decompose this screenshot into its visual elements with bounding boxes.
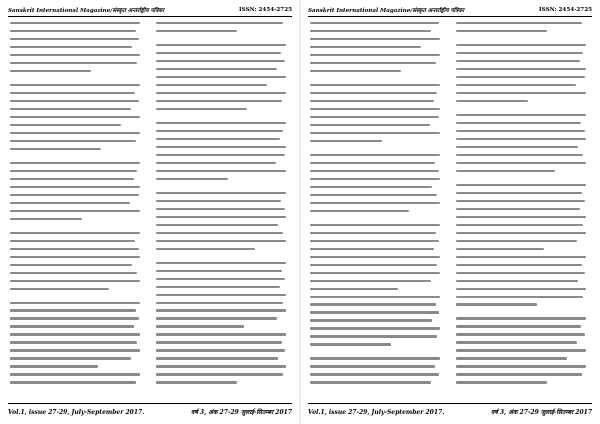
text-line-placeholder <box>310 264 437 266</box>
text-line-placeholder <box>10 54 140 56</box>
text-line-placeholder <box>310 186 432 188</box>
text-line-placeholder <box>156 170 286 172</box>
text-line-placeholder <box>156 373 283 375</box>
text-line-placeholder <box>10 357 131 359</box>
text-line-placeholder <box>10 210 140 212</box>
text-line-placeholder <box>10 148 101 150</box>
text-line-placeholder <box>310 272 440 274</box>
right-page <box>300 0 600 424</box>
volume-info-hindi: वर्ष 3, अंक 27-29 जुलाई-सितम्बर 2017 <box>491 409 592 416</box>
text-line-placeholder <box>10 100 139 102</box>
text-line-placeholder <box>310 92 437 94</box>
text-line-placeholder <box>456 373 582 375</box>
text-line-placeholder <box>156 52 281 54</box>
text-line-placeholder <box>310 108 440 110</box>
text-line-placeholder <box>310 335 437 337</box>
paragraph-gap <box>156 186 286 192</box>
header-rule <box>308 16 592 17</box>
page-header <box>308 4 592 16</box>
paragraph-gap <box>310 218 440 224</box>
text-line-placeholder <box>456 288 586 290</box>
text-line-placeholder <box>310 84 440 86</box>
text-line-placeholder <box>456 100 528 102</box>
page-footer <box>8 406 292 418</box>
text-line-placeholder <box>156 146 286 148</box>
paragraph-gap <box>10 78 140 84</box>
text-line-placeholder <box>10 84 140 86</box>
text-line-placeholder <box>456 92 586 94</box>
text-line-placeholder <box>456 52 583 54</box>
text-line-placeholder <box>10 202 130 204</box>
text-column-right <box>156 22 286 398</box>
text-line-placeholder <box>456 325 581 327</box>
text-line-placeholder <box>310 30 431 32</box>
magazine-title: Sanskrit International Magazine/संस्कृत अन्तर्राष्ट्रीय पत्रिका <box>308 8 465 14</box>
text-line-placeholder <box>456 114 586 116</box>
text-line-placeholder <box>156 68 277 70</box>
text-line-placeholder <box>10 178 134 180</box>
issn: ISSN: 2454-2725 <box>539 7 592 13</box>
text-line-placeholder <box>156 192 286 194</box>
text-line-placeholder <box>10 140 136 142</box>
text-line-placeholder <box>10 288 109 290</box>
text-line-placeholder <box>456 154 583 156</box>
text-line-placeholder <box>456 296 583 298</box>
text-line-placeholder <box>310 38 440 40</box>
text-line-placeholder <box>310 154 440 156</box>
text-line-placeholder <box>10 124 121 126</box>
text-line-placeholder <box>156 108 247 110</box>
text-line-placeholder <box>10 240 135 242</box>
page-header <box>8 4 292 16</box>
text-line-placeholder <box>156 341 282 343</box>
text-line-placeholder <box>156 138 280 140</box>
text-line-placeholder <box>456 240 577 242</box>
text-line-placeholder <box>10 116 140 118</box>
text-line-placeholder <box>310 162 435 164</box>
text-column-left <box>10 22 140 398</box>
text-line-placeholder <box>10 38 139 40</box>
text-line-placeholder <box>456 381 547 383</box>
text-line-placeholder <box>456 30 547 32</box>
text-line-placeholder <box>10 349 140 351</box>
text-line-placeholder <box>10 248 139 250</box>
text-line-placeholder <box>310 194 437 196</box>
text-line-placeholder <box>156 162 276 164</box>
text-line-placeholder <box>456 192 582 194</box>
text-line-placeholder <box>456 184 586 186</box>
text-line-placeholder <box>310 100 434 102</box>
text-line-placeholder <box>310 240 439 242</box>
text-line-placeholder <box>10 309 136 311</box>
paragraph-gap <box>156 256 286 262</box>
text-line-placeholder <box>456 256 586 258</box>
text-line-placeholder <box>456 303 537 305</box>
text-line-placeholder <box>156 248 255 250</box>
magazine-title: Sanskrit International Magazine/संस्कृत अन्तर्राष्ट्रीय पत्रिका <box>8 8 165 14</box>
paragraph-gap <box>156 116 286 122</box>
text-line-placeholder <box>156 270 282 272</box>
text-line-placeholder <box>310 54 440 56</box>
paragraph-gap <box>310 148 440 154</box>
text-line-placeholder <box>10 373 140 375</box>
text-line-placeholder <box>456 22 582 24</box>
text-line-placeholder <box>156 381 237 383</box>
text-line-placeholder <box>310 343 391 345</box>
text-line-placeholder <box>456 349 586 351</box>
text-line-placeholder <box>156 349 285 351</box>
text-line-placeholder <box>310 116 439 118</box>
text-line-placeholder <box>10 302 140 304</box>
text-line-placeholder <box>156 154 285 156</box>
footer-rule <box>8 403 292 404</box>
text-line-placeholder <box>156 122 286 124</box>
text-line-placeholder <box>310 365 435 367</box>
text-line-placeholder <box>456 170 555 172</box>
text-line-placeholder <box>156 130 283 132</box>
text-line-placeholder <box>310 373 439 375</box>
text-line-placeholder <box>456 280 578 282</box>
text-line-placeholder <box>310 124 430 126</box>
text-line-placeholder <box>456 130 585 132</box>
text-line-placeholder <box>310 140 382 142</box>
text-line-placeholder <box>156 30 237 32</box>
text-line-placeholder <box>10 92 135 94</box>
volume-info: Vol.1, issue 27-29, July-September 2017. <box>8 408 145 416</box>
text-line-placeholder <box>156 309 286 311</box>
text-column-left <box>310 22 440 398</box>
text-line-placeholder <box>310 132 440 134</box>
text-line-placeholder <box>10 170 137 172</box>
text-line-placeholder <box>156 100 282 102</box>
text-line-placeholder <box>10 186 140 188</box>
text-line-placeholder <box>456 333 585 335</box>
text-line-placeholder <box>156 357 278 359</box>
text-line-placeholder <box>156 302 283 304</box>
text-line-placeholder <box>456 208 580 210</box>
text-line-placeholder <box>310 170 439 172</box>
text-line-placeholder <box>310 178 440 180</box>
text-line-placeholder <box>310 327 440 329</box>
text-line-placeholder <box>10 280 140 282</box>
text-line-placeholder <box>156 333 286 335</box>
text-line-placeholder <box>456 44 586 46</box>
text-line-placeholder <box>10 325 134 327</box>
text-line-placeholder <box>156 286 280 288</box>
text-line-placeholder <box>156 232 283 234</box>
text-line-placeholder <box>456 162 586 164</box>
text-line-placeholder <box>310 224 440 226</box>
header-rule <box>8 16 292 17</box>
text-line-placeholder <box>10 22 140 24</box>
text-line-placeholder <box>310 381 431 383</box>
text-line-placeholder <box>10 365 98 367</box>
text-line-placeholder <box>10 46 132 48</box>
text-line-placeholder <box>10 232 140 234</box>
text-line-placeholder <box>456 264 582 266</box>
text-line-placeholder <box>156 22 283 24</box>
text-line-placeholder <box>156 278 285 280</box>
paragraph-gap <box>10 296 140 302</box>
text-line-placeholder <box>10 333 140 335</box>
text-line-placeholder <box>456 138 586 140</box>
text-line-placeholder <box>156 325 244 327</box>
text-line-placeholder <box>156 365 286 367</box>
text-line-placeholder <box>10 30 136 32</box>
text-line-placeholder <box>310 288 398 290</box>
text-line-placeholder <box>456 60 580 62</box>
text-line-placeholder <box>10 62 137 64</box>
text-line-placeholder <box>156 178 228 180</box>
text-line-placeholder <box>10 218 82 220</box>
text-line-placeholder <box>10 162 140 164</box>
text-line-placeholder <box>310 311 439 313</box>
text-line-placeholder <box>156 294 286 296</box>
footer-rule <box>308 403 592 404</box>
text-line-placeholder <box>10 108 131 110</box>
text-line-placeholder <box>456 341 577 343</box>
text-line-placeholder <box>156 262 286 264</box>
text-line-placeholder <box>456 68 586 70</box>
text-line-placeholder <box>10 317 139 319</box>
text-line-placeholder <box>10 341 137 343</box>
text-line-placeholder <box>156 76 286 78</box>
text-line-placeholder <box>156 44 286 46</box>
text-line-placeholder <box>310 319 432 321</box>
text-line-placeholder <box>456 232 586 234</box>
text-line-placeholder <box>456 248 544 250</box>
text-line-placeholder <box>456 200 585 202</box>
text-line-placeholder <box>310 46 421 48</box>
text-line-placeholder <box>456 216 586 218</box>
paragraph-gap <box>456 108 586 114</box>
issn: ISSN: 2454-2725 <box>239 7 292 13</box>
text-line-placeholder <box>310 248 434 250</box>
text-line-placeholder <box>10 194 139 196</box>
text-line-placeholder <box>156 317 277 319</box>
text-line-placeholder <box>156 208 285 210</box>
text-line-placeholder <box>156 200 281 202</box>
text-line-placeholder <box>10 70 91 72</box>
volume-info-hindi: वर्ष 3, अंक 27-29 जुलाई-सितम्बर 2017 <box>191 409 292 416</box>
text-line-placeholder <box>310 22 439 24</box>
volume-info: Vol.1, issue 27-29, July-September 2017. <box>308 408 445 416</box>
text-line-placeholder <box>456 365 586 367</box>
text-column-right <box>456 22 586 398</box>
paragraph-gap <box>10 226 140 232</box>
text-line-placeholder <box>310 296 440 298</box>
text-line-placeholder <box>310 210 409 212</box>
text-line-placeholder <box>10 272 137 274</box>
text-line-placeholder <box>456 224 583 226</box>
paragraph-gap <box>10 156 140 162</box>
text-line-placeholder <box>456 122 581 124</box>
text-line-placeholder <box>456 317 586 319</box>
text-line-placeholder <box>456 357 567 359</box>
text-line-placeholder <box>310 357 440 359</box>
text-line-placeholder <box>310 303 436 305</box>
text-line-placeholder <box>456 76 585 78</box>
text-line-placeholder <box>456 84 576 86</box>
text-line-placeholder <box>310 62 436 64</box>
page-footer <box>308 406 592 418</box>
text-line-placeholder <box>310 70 401 72</box>
text-line-placeholder <box>156 240 286 242</box>
text-line-placeholder <box>156 60 285 62</box>
text-line-placeholder <box>156 84 267 86</box>
paragraph-gap <box>310 78 440 84</box>
text-line-placeholder <box>310 232 436 234</box>
text-line-placeholder <box>10 256 140 258</box>
text-line-placeholder <box>156 216 286 218</box>
text-line-placeholder <box>310 280 431 282</box>
text-line-placeholder <box>10 264 132 266</box>
text-line-placeholder <box>156 92 286 94</box>
text-line-placeholder <box>10 132 140 134</box>
text-line-placeholder <box>456 146 578 148</box>
text-line-placeholder <box>456 272 585 274</box>
text-line-placeholder <box>310 202 440 204</box>
text-line-placeholder <box>310 256 440 258</box>
paragraph-gap <box>456 178 586 184</box>
text-line-placeholder <box>10 381 136 383</box>
text-line-placeholder <box>156 224 278 226</box>
